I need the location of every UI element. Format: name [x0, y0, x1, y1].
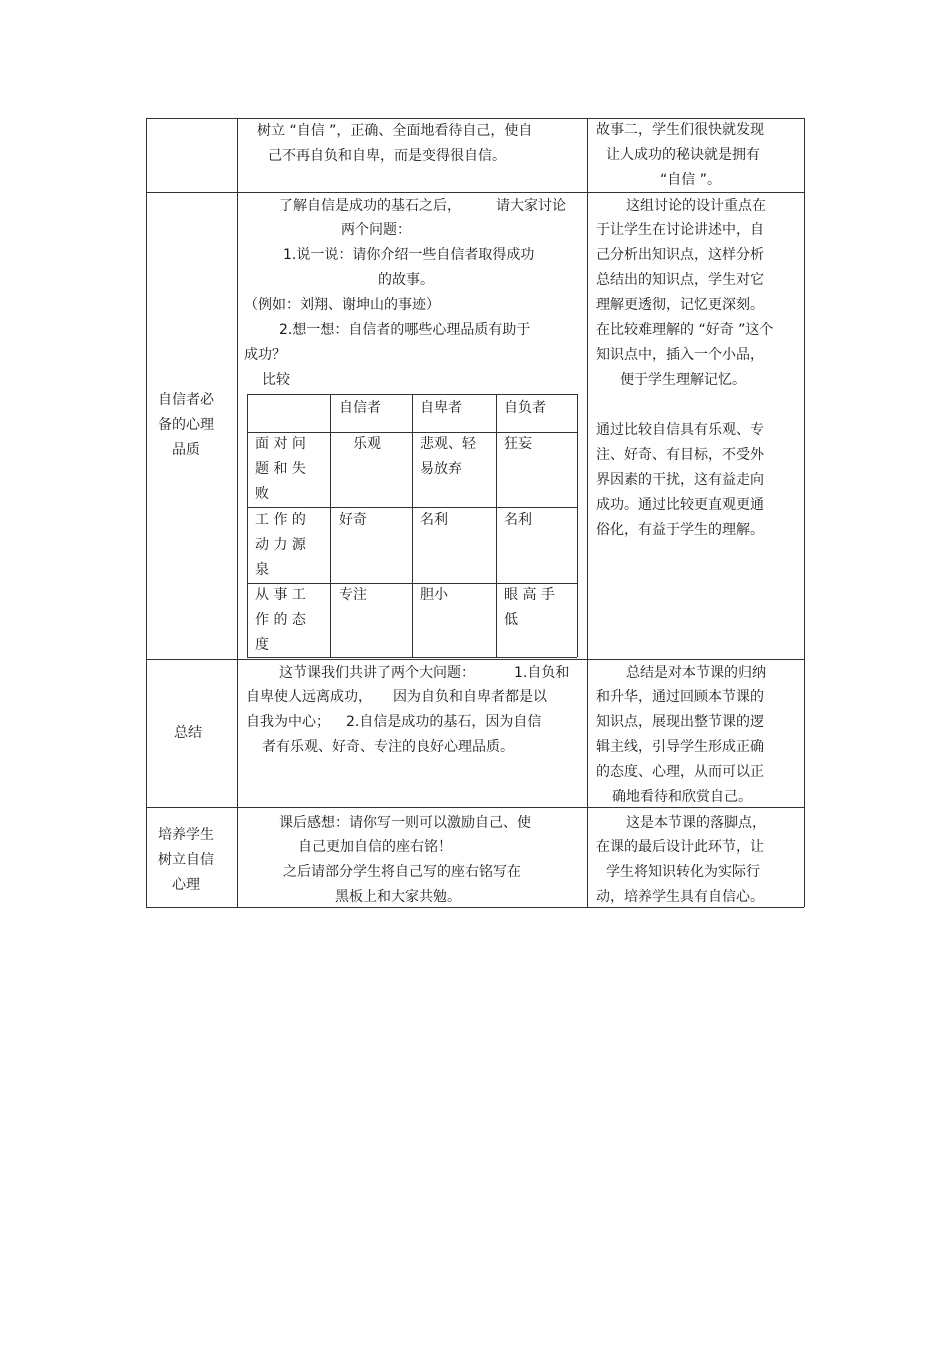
cell-optimistic: 乐观 — [353, 436, 381, 452]
inner-col-divider-2 — [412, 394, 413, 657]
row1-right-line-1: 故事二，学生们很快就发现 — [596, 122, 764, 138]
row-label-attitude-1: 从 事 工 — [255, 587, 306, 603]
row2-intro-2: 请大家讨论 — [496, 198, 566, 214]
cell-focused: 专注 — [339, 587, 367, 603]
row2-note-10: 通过比较自信具有乐观、专 — [596, 422, 764, 438]
row4-label-3: 心理 — [172, 877, 200, 893]
row2-label-line-3: 品质 — [172, 442, 200, 458]
row2-question-2a: 2.想一想：自信者的哪些心理品质有助于 — [279, 322, 531, 338]
row-divider-3 — [146, 807, 804, 808]
row4-label-1: 培养学生 — [158, 827, 214, 843]
row2-compare-label: 比较 — [262, 372, 290, 388]
row-divider-2 — [146, 659, 804, 660]
inner-border-bottom — [247, 657, 577, 658]
row3-mid-3: 自卑使人远离成功， — [246, 689, 372, 705]
row4-note-4: 动，培养学生具有自信心。 — [596, 889, 764, 905]
table-border-bottom — [146, 907, 804, 908]
row3-note-1: 总结是对本节课的归纳 — [626, 665, 766, 681]
row2-intro-1: 了解自信是成功的基石之后， — [279, 198, 461, 214]
row2-note-6: 在比较难理解的 “好奇 ”这个 — [596, 322, 774, 338]
row-label-failure-1: 面 对 问 — [255, 436, 306, 452]
row2-note-11: 注、好奇、有目标，不受外 — [596, 447, 764, 463]
row4-mid-1: 课后感想：请你写一则可以激励自己、使 — [279, 815, 531, 831]
row-label-motivation-3: 泉 — [255, 562, 269, 578]
header-inferior: 自卑者 — [420, 400, 462, 416]
row1-right-line-2: 让人成功的秘诀就是拥有 — [606, 147, 760, 163]
row3-note-4: 辑主线，引导学生形成正确 — [596, 739, 764, 755]
column-divider-2 — [587, 118, 588, 907]
row-label-motivation-2: 动 力 源 — [255, 537, 306, 553]
row2-note-14: 俗化，有益于学生的理解。 — [596, 522, 764, 538]
row1-mid-line-2: 己不再自负和自卑，而是变得很自信。 — [268, 148, 506, 164]
cell-fame-1: 名利 — [420, 512, 448, 528]
row2-question-1b: 的故事。 — [378, 272, 434, 288]
row3-note-6: 确地看待和欣赏自己。 — [612, 789, 752, 805]
row4-mid-3: 之后请部分学生将自己写的座右铭写在 — [283, 864, 521, 880]
row2-note-3: 己分析出知识点，这样分析 — [596, 247, 764, 263]
row2-note-1: 这组讨论的设计重点在 — [626, 198, 766, 214]
cell-pessimistic-line-2: 易放弃 — [420, 461, 462, 477]
cell-fame-2: 名利 — [504, 512, 532, 528]
row2-note-5: 理解更透彻，记忆更深刻。 — [596, 297, 764, 313]
row2-note-2: 于让学生在讨论讲述中，自 — [596, 222, 764, 238]
table-border-top — [146, 118, 804, 119]
row4-note-2: 在课的最后设计此环节，让 — [596, 839, 764, 855]
inner-col-divider-3 — [496, 394, 497, 657]
row4-label-2: 树立自信 — [158, 852, 214, 868]
cell-pessimistic-line-1: 悲观、轻 — [420, 436, 476, 452]
row3-note-2: 和升华，通过回顾本节课的 — [596, 689, 764, 705]
row2-label-line-2: 备的心理 — [158, 417, 214, 433]
cell-timid: 胆小 — [420, 587, 448, 603]
cell-conceited: 狂妄 — [504, 436, 532, 452]
header-confident: 自信者 — [339, 400, 381, 416]
row3-mid-7: 者有乐观、好奇、专注的良好心理品质。 — [262, 739, 514, 755]
row4-mid-2: 自己更加自信的座右铭！ — [298, 839, 452, 855]
row2-note-12: 界因素的干扰，这有益走向 — [596, 472, 764, 488]
row4-note-1: 这是本节课的落脚点， — [626, 815, 766, 831]
row3-label: 总结 — [174, 725, 202, 741]
cell-overambitious-line-2: 低 — [504, 612, 518, 628]
row-label-attitude-3: 度 — [255, 637, 269, 653]
inner-border-left — [247, 394, 248, 657]
row-label-motivation-1: 工 作 的 — [255, 512, 306, 528]
row2-note-8: 便于学生理解记忆。 — [620, 372, 746, 388]
row2-label-line-1: 自信者必 — [158, 392, 214, 408]
row-divider-1 — [146, 192, 804, 193]
inner-border-right — [577, 394, 578, 657]
row2-note-7: 知识点中，插入一个小品， — [596, 347, 764, 363]
inner-col-divider-1 — [330, 394, 331, 657]
row3-note-5: 的态度、心理，从而可以正 — [596, 764, 764, 780]
row3-mid-1: 这节课我们共讲了两个大问题： — [279, 665, 475, 681]
row3-mid-5: 自我为中心； — [246, 714, 330, 730]
row4-mid-4: 黑板上和大家共勉。 — [335, 889, 461, 905]
row1-right-line-3: “自信 ”。 — [660, 172, 721, 188]
row2-question-1a: 1.说一说：请你介绍一些自信者取得成功 — [283, 247, 535, 263]
cell-curious: 好奇 — [339, 512, 367, 528]
table-border-right — [804, 118, 805, 907]
row2-example: （例如：刘翔、谢坤山的事迹） — [244, 297, 440, 313]
row-label-attitude-2: 作 的 态 — [255, 612, 306, 628]
row-label-failure-2: 题 和 失 — [255, 461, 306, 477]
column-divider-1 — [237, 118, 238, 907]
row2-question-2b: 成功？ — [244, 347, 286, 363]
table-border-left — [146, 118, 147, 907]
row3-mid-2: 1.自负和 — [514, 665, 570, 681]
row3-mid-4: 因为自负和自卑者都是以 — [393, 689, 547, 705]
row-label-failure-3: 败 — [255, 486, 269, 502]
row2-note-13: 成功。通过比较更直观更通 — [596, 497, 764, 513]
row3-mid-6: 2.自信是成功的基石，因为自信 — [346, 714, 542, 730]
row2-note-4: 总结出的知识点，学生对它 — [596, 272, 764, 288]
header-arrogant: 自负者 — [504, 400, 546, 416]
cell-overambitious-line-1: 眼 高 手 — [504, 587, 555, 603]
row4-note-3: 学生将知识转化为实际行 — [606, 864, 760, 880]
row2-intro-3: 两个问题： — [341, 222, 411, 238]
row3-note-3: 知识点，展现出整节课的逻 — [596, 714, 764, 730]
row1-mid-line-1: 树立 “自信 ”，正确、全面地看待自己，使自 — [257, 123, 533, 139]
